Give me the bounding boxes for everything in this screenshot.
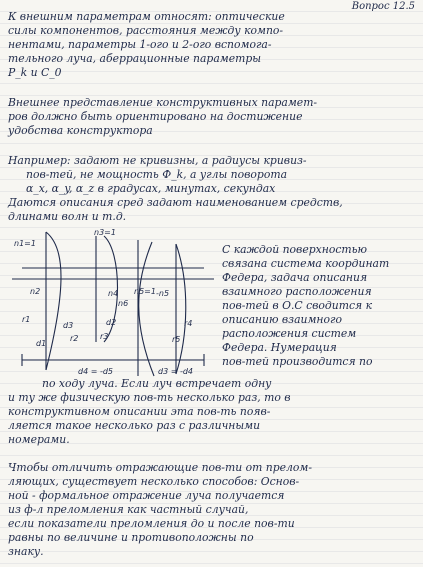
text-line: номерами. [8,433,70,446]
text-line: ляется такое несколько раз с различными [8,419,261,432]
label-r5: r5 [172,335,181,344]
text-line: если показатели преломления до и после пов-ти [8,517,295,530]
text-line: С каждой поверхностью [222,243,367,256]
text-line: связана система координат [222,257,390,270]
text-line: α_x, α_y, α_z в градусах, минутах, секундах [26,182,276,195]
text-line: силы компонентов, расстояния между компо- [8,24,284,37]
label-r4: r4 [184,319,193,328]
question-number: Вопрос 12.5 [351,1,415,12]
label-n3: n3=1 [94,228,116,237]
text-line: расположения систем [222,327,357,340]
label-n4: n4 [108,289,119,298]
text-line: пов-тей производится по [222,355,373,368]
label-d1: d1 [36,339,47,348]
label-d3: d3 [63,321,74,330]
diagram-labels [14,228,193,376]
label-n5: n5=1 [134,287,156,296]
label-n2: n2 [30,287,41,296]
label-d4: d4 = -d5 [78,367,114,376]
label-r2: r2 [70,334,79,343]
text-line: из ф-л преломления как частный случай, [8,503,249,516]
label-d2: d2 [106,318,117,327]
text-line: длинами волн и т.д. [8,210,127,223]
text-line: P_k и C_0 [8,66,62,79]
label-r1: r1 [22,315,31,324]
text-line: тельного луча, аберрационные параметры [8,52,262,65]
text-line: взаимного расположения [222,285,372,298]
lens-shape-4 [176,244,186,374]
text-line: ной - формальное отражение луча получается [8,489,285,502]
text-line: описанию взаимного [222,313,342,326]
text-line: удобства конструктора [8,124,153,137]
text-line: ров должно быть ориентировано на достижение [8,110,303,123]
optical-diagram [8,224,218,382]
text-line: нентами, параметры 1-ого и 2-ого вспомога- [8,38,272,51]
label-n7: -n5 [156,289,170,298]
text-line: Федера, задача описания [222,271,368,284]
text-line: конструктивном описании эта пов-ть появ- [8,405,271,418]
text-line: равны по величине и противоположны по [8,531,254,544]
label-d5: d3 = -d4 [158,367,194,376]
text-line: Чтобы отличить отражающие пов-ти от прелом- [8,461,312,474]
text-line: пов-тей, не мощность Ф_k, а углы поворота [26,168,288,181]
text-line: ляющих, существует несколько способов: Основ- [8,475,300,488]
text-line: Федера. Нумерация [222,341,337,354]
text-line: и ту же физическую пов-ть несколько раз, то в [8,391,291,404]
lens-shape-1 [46,232,61,370]
lens-shape-3 [139,242,154,376]
text-line: знаку. [8,545,44,558]
label-r3: r3 [100,332,109,341]
text-line: по ходу луча. Если луч встречает одну [42,377,272,390]
label-n1: n1=1 [14,239,36,248]
label-n6: n6 [118,299,129,308]
text-line: К внешним параметрам относят: оптические [8,10,285,23]
text-line: Внешнее представление конструктивных парамет- [8,96,318,109]
text-line: пов-тей в О.С сводится к [222,299,373,312]
text-line: Например: задают не кривизны, а радиусы кривиз- [8,154,307,167]
text-line: Даются описания сред задают наименованием средств, [8,196,343,209]
